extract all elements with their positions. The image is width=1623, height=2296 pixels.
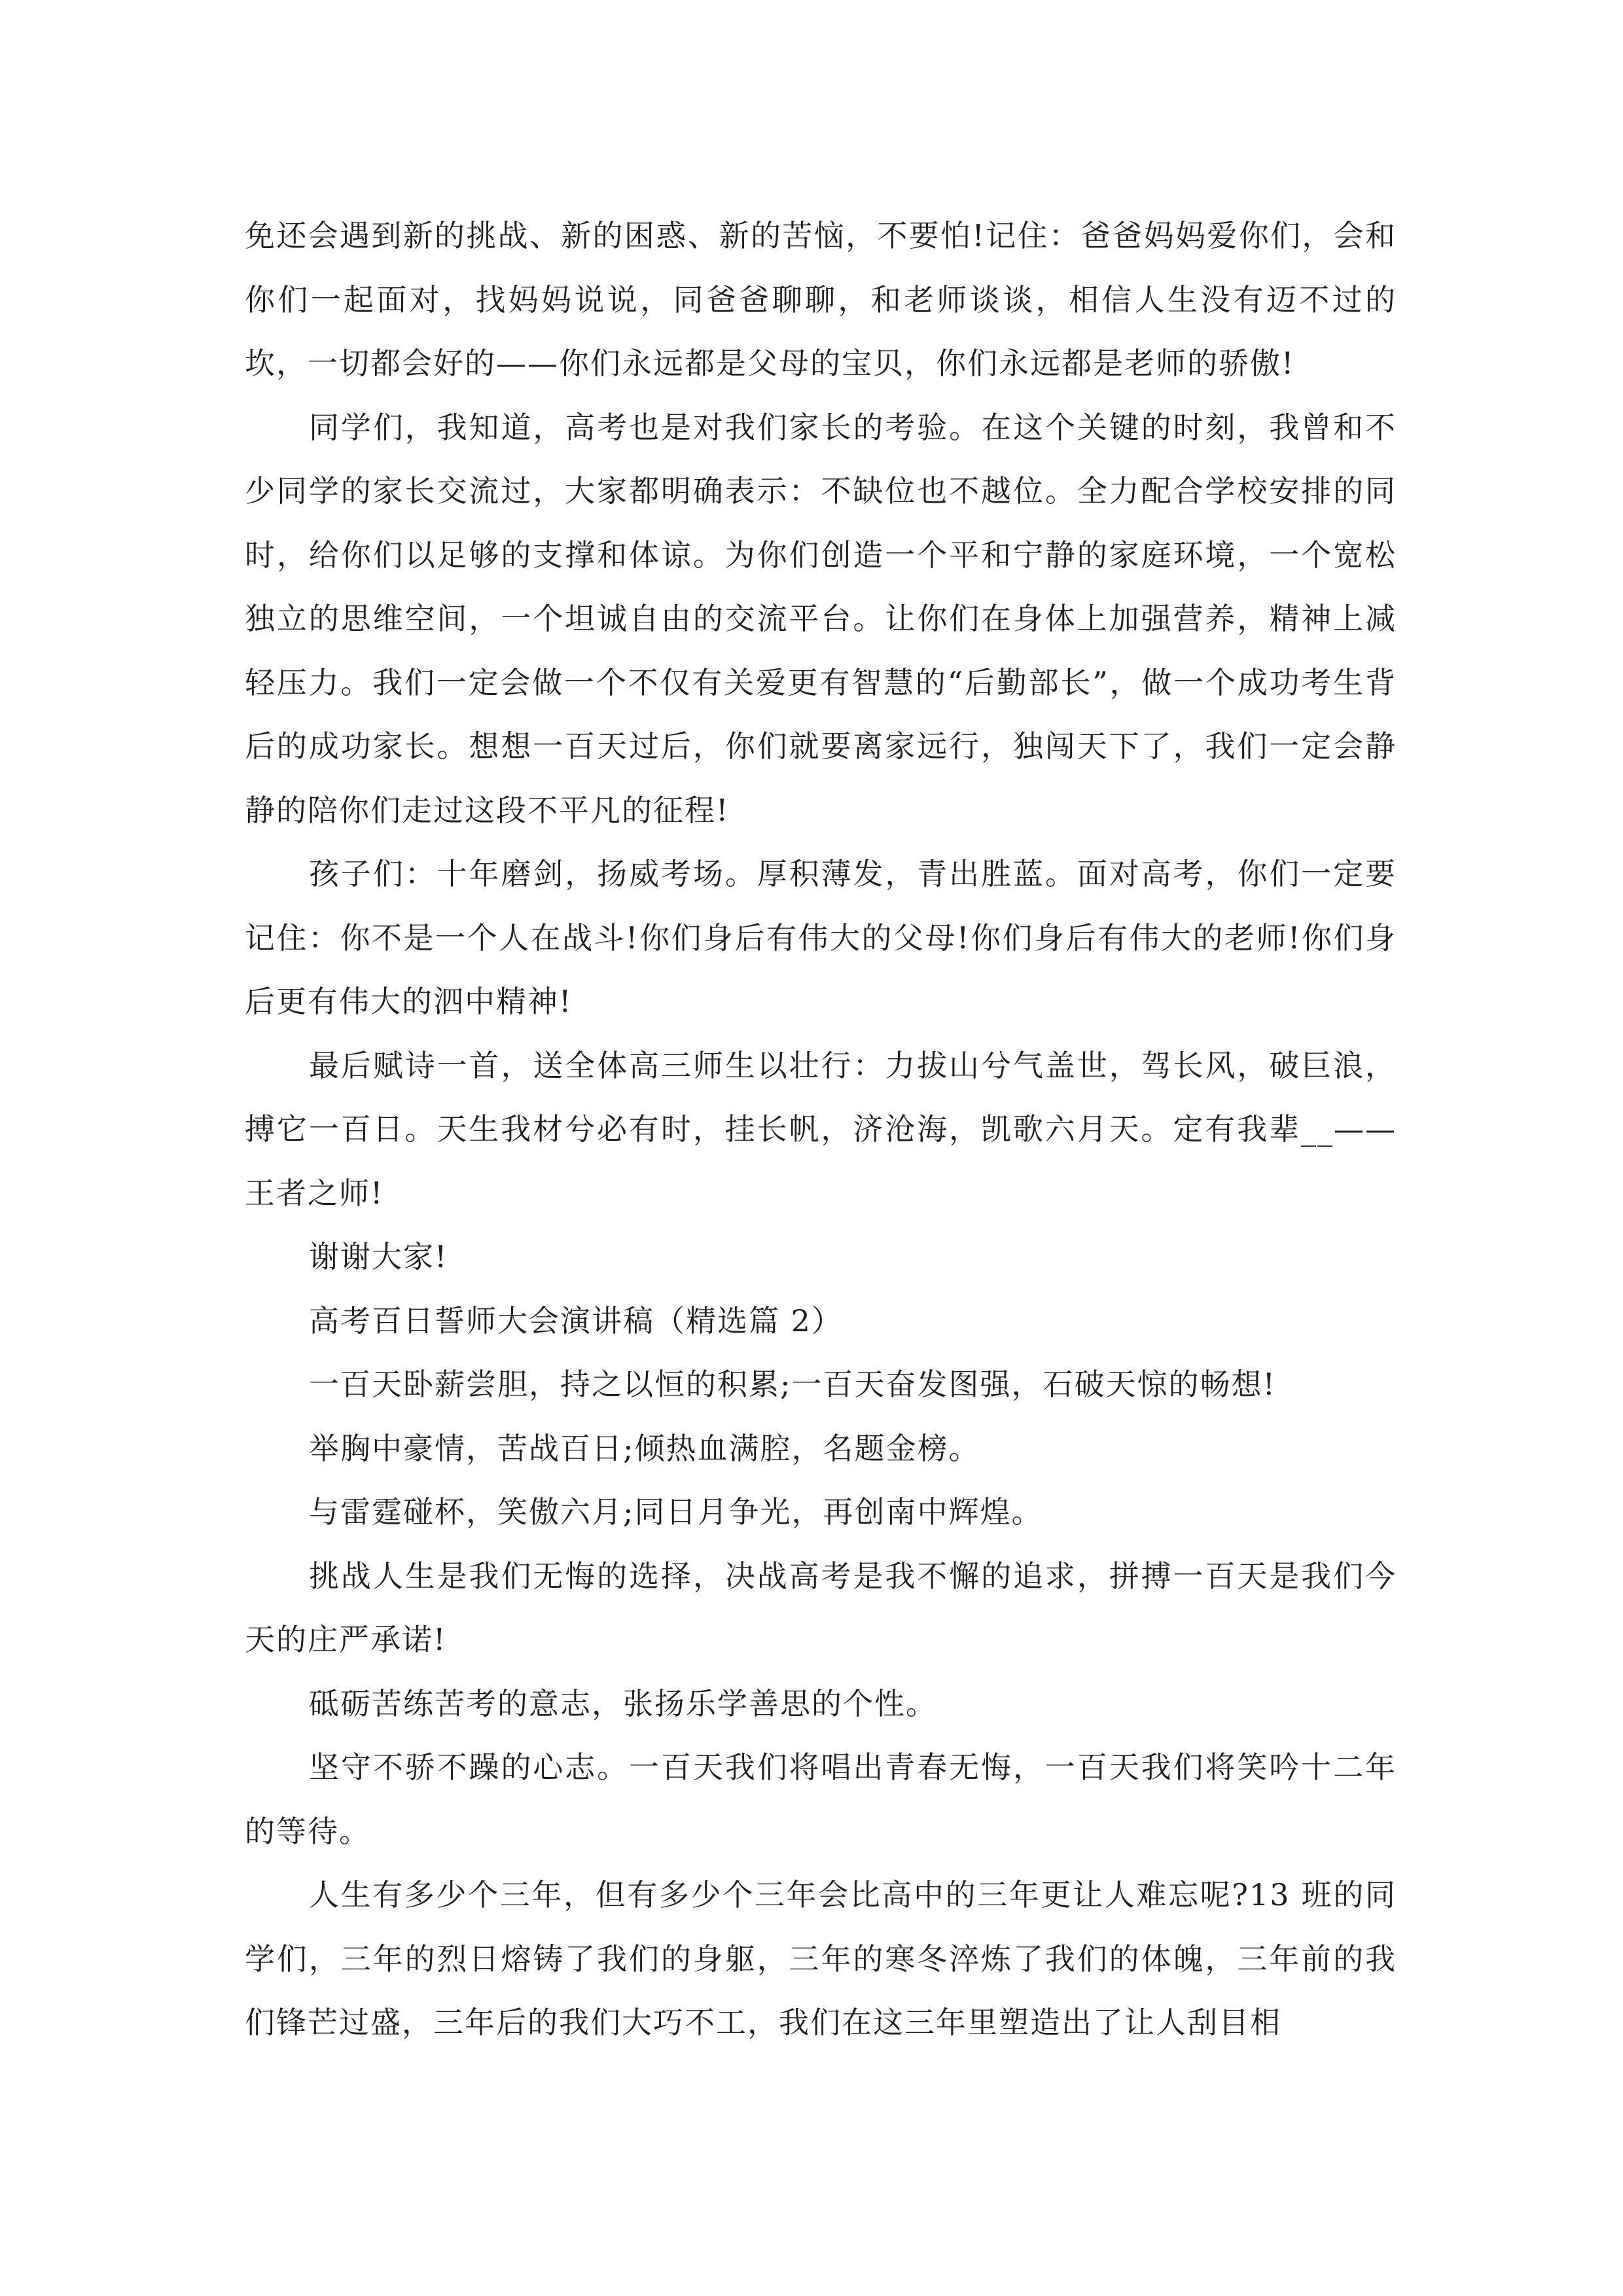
section-title: 高考百日誓师大会演讲稿（精选篇 2） <box>309 1302 843 1338</box>
paragraph: 举胸中豪情，苦战百日;倾热血满腔，名题金榜。 <box>309 1430 980 1466</box>
paragraph: 坚守不骄不躁的心志。一百天我们将唱出青春无悔，一百天我们将笑吟十二年的等待。 <box>245 1749 1397 1849</box>
paragraph: 同学们，我知道，高考也是对我们家长的考验。在这个关键的时刻，我曾和不少同学的家长交流过，大家都明确表示：不缺位也不越位。全力配合学校安排的同时，给你们以足够的支撑和体谅。为你们创造一个平和宁静的家庭环境，一个宽松独立的思维空间，一个坦诚自由的交流平台。让你们在身体上加强营养，精神上减轻压力。我们一定会做一个不仅有关爱更有智慧的“后勤部长”，做一个成功考生背后的成功家长。想想一百天过后，你们就要离家远行，独闯天下了，我们一定会静静的陪你们走过这段不平凡的征程! <box>245 409 1397 828</box>
paragraph: 孩子们：十年磨剑，扬威考场。厚积薄发，青出胜蓝。面对高考，你们一定要记住：你不是一个人在战斗!你们身后有伟大的父母!你们身后有伟大的老师!你们身后更有伟大的泗中精神! <box>245 856 1397 1019</box>
document-body <box>245 204 1397 2055</box>
paragraph: 一百天卧薪尝胆，持之以恒的积累;一百天奋发图强，石破天惊的畅想! <box>309 1367 1276 1402</box>
paragraph: 谢谢大家! <box>309 1239 448 1274</box>
paragraph: 挑战人生是我们无悔的选择，决战高考是我不懈的追求，拼搏一百天是我们今天的庄严承诺! <box>245 1558 1397 1657</box>
paragraph: 人生有多少个三年，但有多少个三年会比高中的三年更让人难忘呢?13 班的同学们，三年的烈日熔铸了我们的身躯，三年的寒冬淬炼了我们的体魄，三年前的我们锋芒过盛，三年后的我们大巧不工，我们在这三年里塑造出了让人刮目相 <box>245 1877 1397 2040</box>
paragraph: 免还会遇到新的挑战、新的困惑、新的苦恼，不要怕!记住：爸爸妈妈爱你们，会和你们一起面对，找妈妈说说，同爸爸聊聊，和老师谈谈，相信人生没有迈不过的坎，一切都会好的——你们永远都是父母的宝贝，你们永远都是老师的骄傲! <box>245 218 1397 381</box>
paragraph: 最后赋诗一首，送全体高三师生以壮行：力拔山兮气盖世，驾长风，破巨浪，搏它一百日。天生我材兮必有时，挂长帆，济沧海，凯歌六月天。定有我辈__——王者之师! <box>245 1047 1397 1211</box>
paragraph: 与雷霆碰杯，笑傲六月;同日月争光，再创南中辉煌。 <box>309 1494 1043 1530</box>
paragraph: 砥砺苦练苦考的意志，张扬乐学善思的个性。 <box>309 1685 937 1721</box>
